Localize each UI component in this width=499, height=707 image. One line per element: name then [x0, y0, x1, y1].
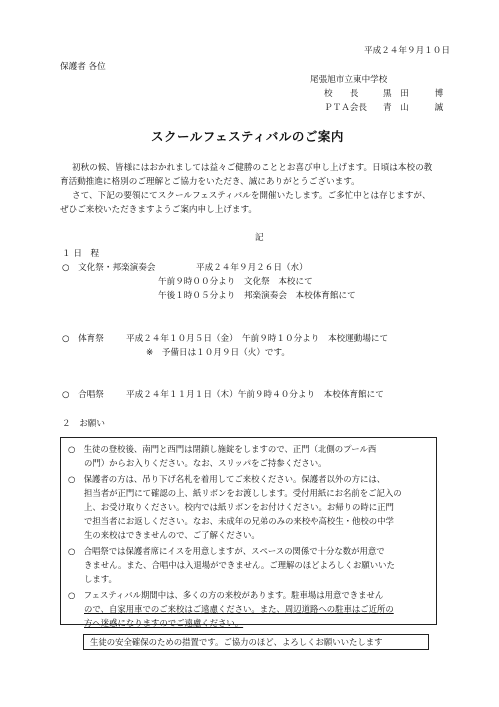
request-1-line-1: ○ 生徒の登校後、南門と西門は閉鎖し施錠をしますので、正門（北側のプール西 — [68, 444, 377, 454]
request-4-line-3: 方へ迷惑になりますのでご遠慮ください。 — [84, 618, 244, 628]
requests-heading: ２ お願い — [62, 419, 105, 429]
culture-label: ○ 文化祭・邦楽演奏会 — [62, 263, 156, 273]
principal-role: 校 長 — [324, 89, 359, 99]
request-1-line-2: の門）からお入りください。なお、スリッパをご持参ください。 — [84, 458, 327, 468]
sports-label: ○ 体育祭 — [62, 334, 104, 344]
request-4-line-1: ○ フェスティバル期間中は、多くの方の来校があります。駐車場は用意できません — [68, 590, 384, 600]
request-2-line-2: 担当者が正門にて確認の上、紙リボンをお渡しします。受付用紙にお名前をご記入の — [84, 488, 402, 498]
request-3-line-1: ○ 合唱祭では保護者席にイスを用意しますが、スペースの関係で十分な数が用意で — [68, 546, 385, 556]
request-2-line-5: 生の来校はできませんので、ご了解ください。 — [84, 530, 260, 540]
request-3-line-2: きません。また、合唱中は入退場ができません。ご理解のほどよろしくお願いいた — [84, 560, 395, 570]
culture-date: 平成２４年９月２６日（水） — [196, 263, 308, 273]
school-name: 尾張旭市立東中学校 — [310, 75, 388, 85]
ki-label: 記 — [255, 233, 264, 243]
intro-line-2: 育活動推進に格別のご理解とご協力をいただき、誠にありがとうございます。 — [60, 177, 360, 187]
intro-line-4: ぜひご来校いただきますようご案内申し上げます。 — [60, 205, 257, 215]
pta-name: 青 山 誠 — [383, 103, 444, 113]
request-2-line-1: ○ 保護者の方は、吊り下げ名札を着用してご来校ください。保護者以外の方には、 — [68, 474, 386, 484]
schedule-heading: １ 日 程 — [62, 249, 100, 259]
page-title: スクールフェスティバルのご案内 — [151, 129, 344, 144]
intro-line-3: さて、下記の要領にてスクールフェスティバルを開催いたします。ご多忙中とは存じますが、 — [72, 191, 431, 201]
addressee: 保護者 各位 — [60, 62, 106, 72]
sports-note: ※ 予備日は１０月９日（火）です。 — [146, 348, 291, 358]
principal-name: 黒 田 博 — [383, 89, 444, 99]
document-date: 平成２４年９月１０日 — [364, 46, 450, 56]
intro-line-1: 初秋の候、皆様にはおかれましては益々ご健勝のこととお喜び申し上げます。日頃は本校の教 — [72, 163, 433, 173]
request-2-line-4: で担当者にお返しください。なお、未成年の兄弟のみの来校や高校生・他校の中学 — [84, 516, 394, 526]
request-4-line-2: ので、自家用車でのご来校はご遠慮ください。また、周辺道路への駐車はご近所の — [84, 604, 394, 614]
culture-am: 午前９時００分より 文化祭 本校にて — [158, 277, 313, 287]
pta-role: ＰＴＡ会長 — [324, 103, 367, 113]
sports-detail: 平成２４年１０月５日（金） 午前９時１０分より 本校運動場にて — [126, 334, 389, 344]
chorus-detail: 平成２４年１１月１日（木）午前９時４０分より 本校体育館にて — [126, 390, 384, 400]
culture-pm: 午後１時０５分より 邦楽演奏会 本校体育館にて — [158, 291, 356, 301]
request-2-line-3: 上、お受け取りください。校内では紙リボンをお付けください。お帰りの時に正門 — [84, 502, 394, 512]
footer-note: 生徒の安全確保のための措置です。ご協力のほど、よろしくお願いいたします — [90, 637, 383, 647]
request-3-line-3: します。 — [84, 574, 117, 584]
chorus-label: ○ 合唱祭 — [62, 390, 104, 400]
